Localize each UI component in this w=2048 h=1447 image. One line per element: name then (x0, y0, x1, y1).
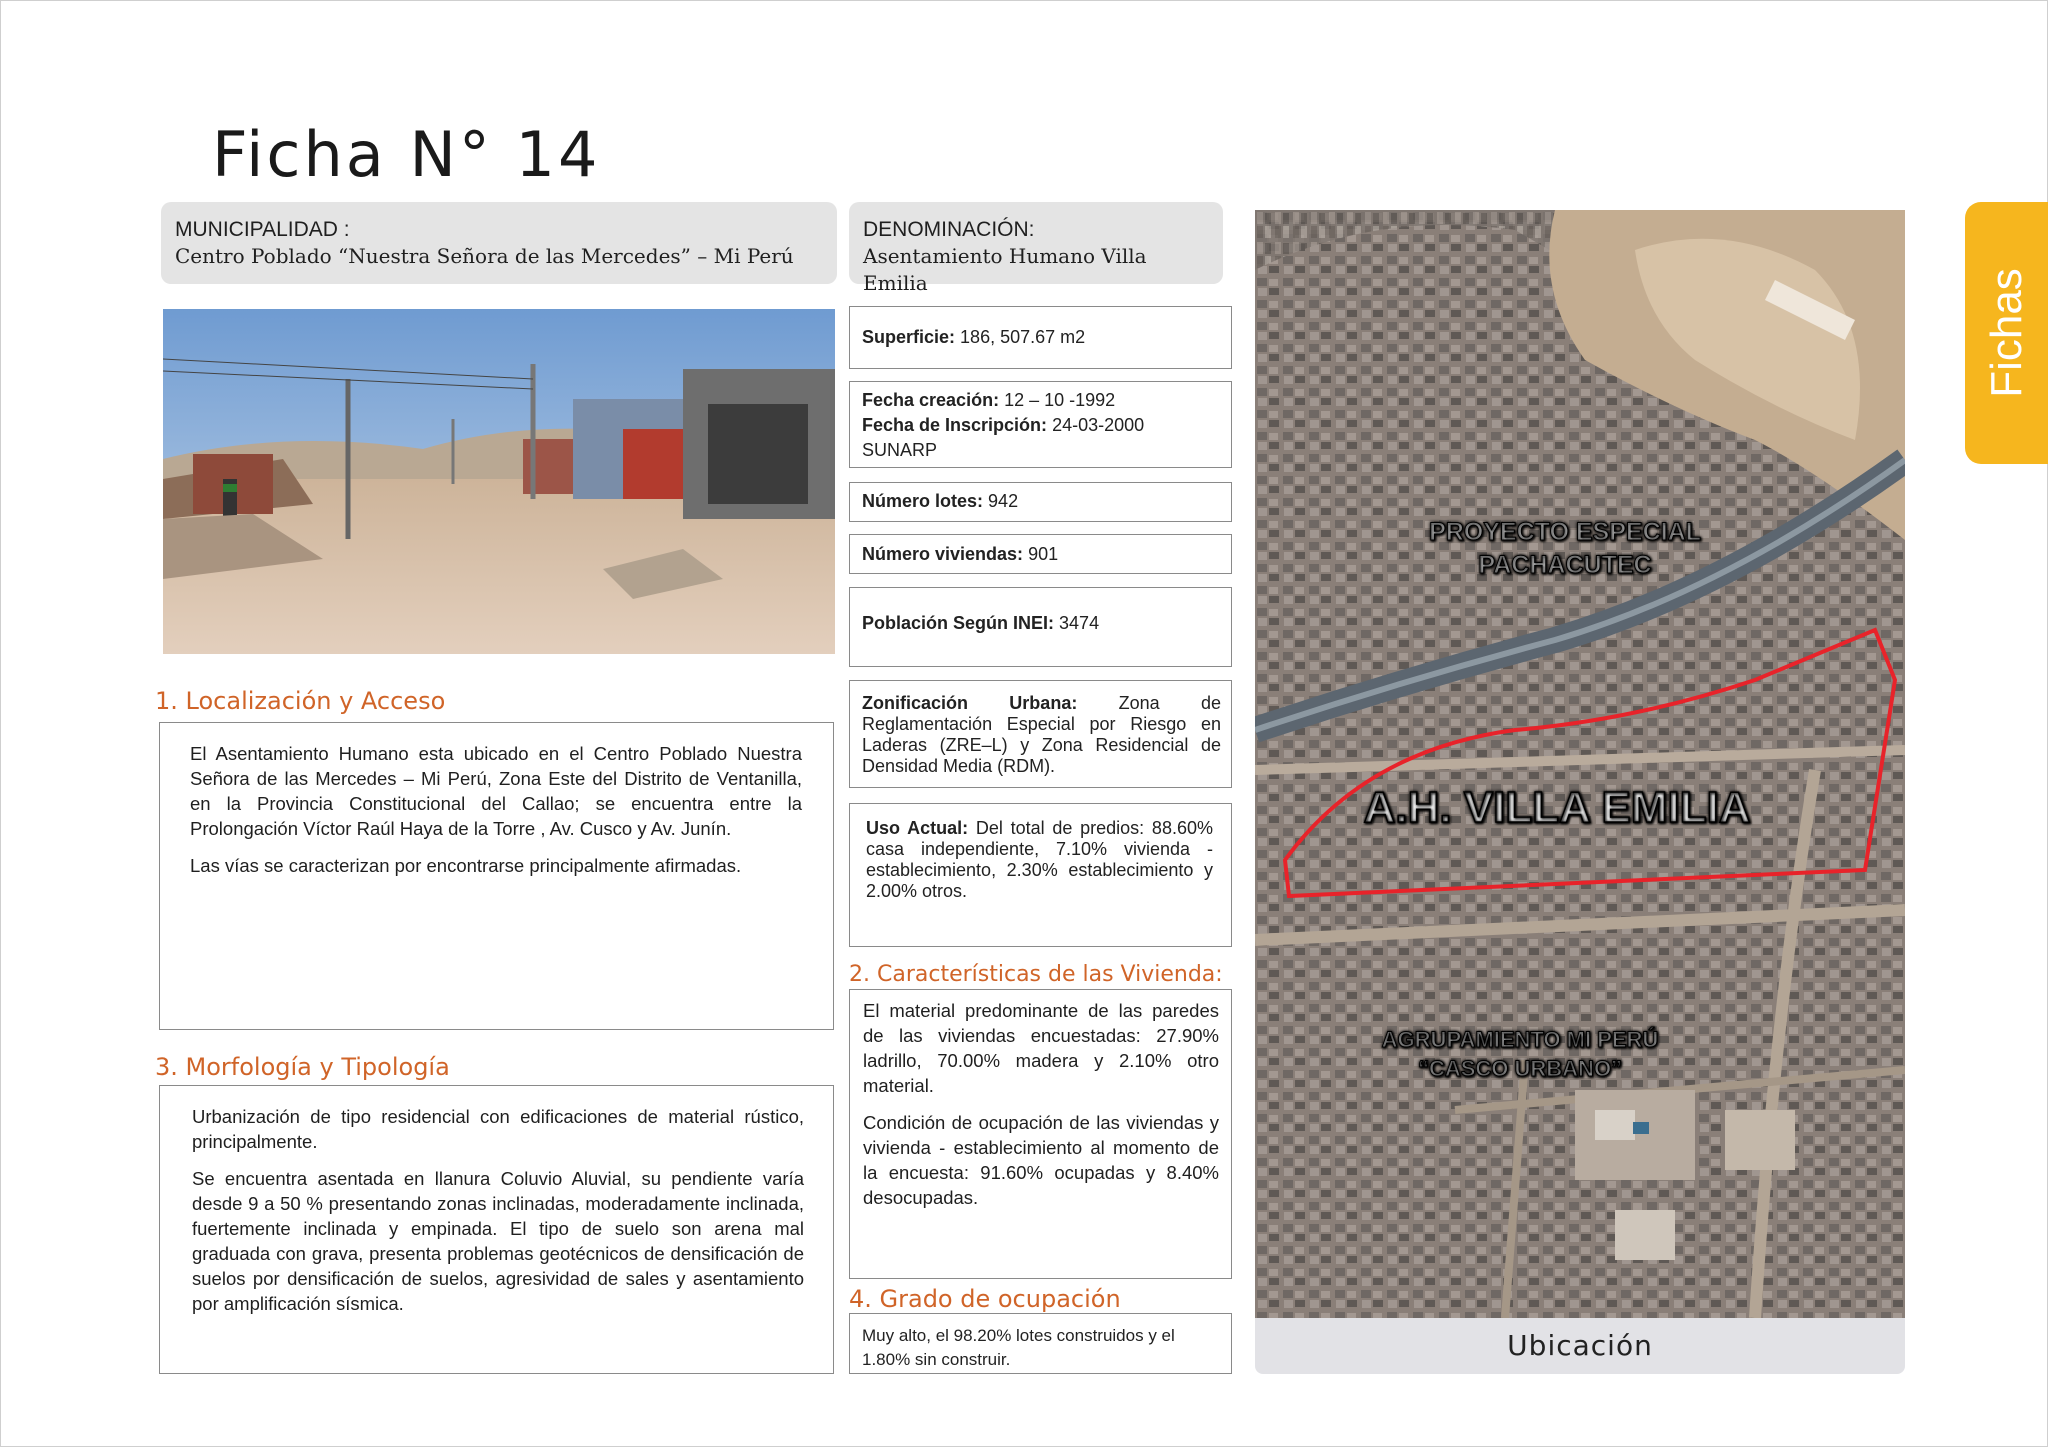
caracteristicas-title: 2. Características de las Vivienda: (849, 962, 1223, 987)
viviendas-label: Número viviendas: (862, 544, 1024, 564)
caracteristicas-paragraph-2: Condición de ocupación de las viviendas y vivienda - establecimiento al momento de la encuesta: 91.60% ocupadas y 8.40% desocupadas. (863, 1112, 1219, 1208)
localizacion-box (159, 722, 834, 1030)
uso-actual-value: Del total de predios: 88.60% casa independiente, 7.10% vivienda - establecimiento, 2.30% establecimiento y 2.00% otros. (866, 818, 1213, 901)
superficie-label: Superficie: (862, 327, 956, 347)
map-label-pachacutec-2: PACHACUTEC (1478, 551, 1652, 579)
grado-title: 4. Grado de ocupación (849, 1285, 1121, 1313)
grado-text: Muy alto, el 98.20% lotes construidos y el 1.80% sin construir. (862, 1326, 1175, 1369)
fecha-creacion-label: Fecha creación: (862, 390, 1000, 410)
map-caption: Ubicación (1255, 1318, 1905, 1374)
map-label-villa-emilia: A.H. VILLA EMILIA (1363, 783, 1751, 832)
page-title: Ficha N° 14 (212, 118, 601, 191)
map-label-pachacutec-1: PROYECTO ESPECIAL (1429, 518, 1701, 546)
uso-actual-box (849, 803, 1232, 947)
caracteristicas-paragraph-1: El material predominante de las paredes de las viviendas encuestadas: 27.90% ladrillo, 70.00% madera y 2.10% otro material. (863, 1000, 1219, 1096)
poblacion-value: 3474 (1059, 613, 1100, 633)
viviendas-value: 901 (1028, 544, 1059, 564)
municipalidad-value: Centro Poblado “Nuestra Señora de las Mercedes” – Mi Perú (175, 244, 794, 268)
morfologia-box (159, 1085, 834, 1374)
caracteristicas-box (849, 989, 1232, 1279)
viviendas-box (849, 534, 1232, 574)
poblacion-label: Población Según INEI: (862, 613, 1055, 633)
municipalidad-box (161, 202, 837, 284)
localizacion-paragraph-2: Las vías se caracterizan por encontrarse principalmente afirmadas. (190, 855, 742, 876)
fichas-tab-label: Fichas (1981, 268, 2031, 398)
superficie-box (849, 306, 1232, 369)
denominacion-box (849, 202, 1223, 295)
lotes-box (849, 482, 1232, 522)
lotes-value: 942 (988, 491, 1019, 511)
denominacion-value: Asentamiento Humano Villa Emilia (863, 244, 1147, 295)
uso-actual-label: Uso Actual: (866, 818, 969, 838)
fecha-inscripcion-label: Fecha de Inscripción: (862, 415, 1048, 435)
fechas-box (849, 381, 1232, 468)
municipalidad-label: MUNICIPALIDAD : (175, 218, 350, 241)
fecha-inscripcion-value: 24-03-2000 (1052, 415, 1145, 435)
morfologia-paragraph-2: Se encuentra asentada en llanura Coluvio Aluvial, su pendiente varía desde 9 a 50 % presentando zonas inclinadas, moderadamente inclinada, fuertemente inclinada y empinada. El tipo de suelo son arena mal graduada con grava, presenta problemas geotécnicos de densificación de suelos por densificación de suelos, agresividad de sales y asentamiento por amplificación sísmica. (192, 1168, 804, 1314)
superficie-value: 186, 507.67 m2 (960, 327, 1086, 347)
fichas-side-tab[interactable] (1965, 202, 2048, 464)
map-label-agrupamiento-2: “CASCO URBANO” (1417, 1056, 1623, 1081)
zonificacion-value: Zona de Reglamentación Especial por Riesgo en Laderas (ZRE–L) y Zona Residencial de Densidad Media (RDM). (862, 693, 1221, 776)
map-label-agrupamiento-1: AGRUPAMIENTO MI PERÚ (1381, 1027, 1659, 1052)
grado-box (849, 1313, 1232, 1374)
zonificacion-box (849, 680, 1232, 788)
localizacion-paragraph-1: El Asentamiento Humano esta ubicado en el Centro Poblado Nuestra Señora de las Mercedes – Mi Perú, Zona Este del Distrito de Ventanilla, en la Provincia Constitucional del Callao; se encuentra entre la Prolongación Víctor Raúl Haya de la Torre , Av. Cusco y Av. Junín. (190, 743, 802, 839)
street-photo (163, 309, 835, 654)
fecha-creacion-value: 12 – 10 -1992 (1004, 390, 1116, 410)
lotes-label: Número lotes: (862, 491, 984, 511)
morfologia-title: 3. Morfología y Tipología (155, 1053, 450, 1081)
sunarp-text: SUNARP (862, 440, 938, 460)
poblacion-box (849, 587, 1232, 667)
localizacion-title: 1. Localización y Acceso (155, 687, 446, 715)
morfologia-paragraph-1: Urbanización de tipo residencial con edificaciones de material rústico, principalmente. (192, 1106, 804, 1152)
denominacion-label: DENOMINACIÓN: (863, 218, 1035, 241)
location-map (1255, 210, 1905, 1318)
zonificacion-label: Zonificación Urbana: (862, 693, 1078, 713)
